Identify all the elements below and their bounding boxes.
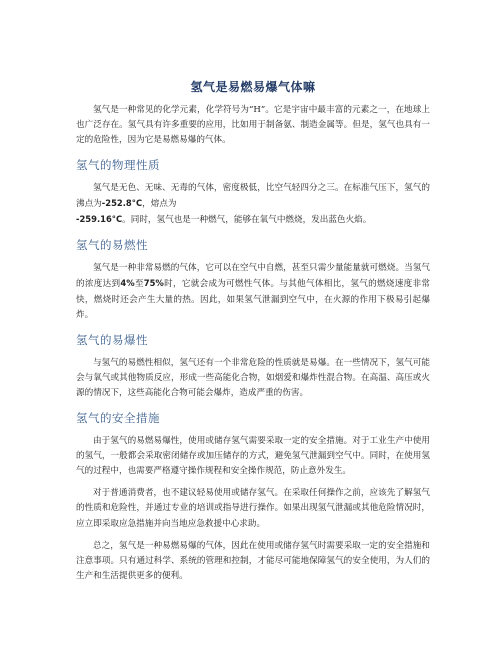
section-heading-safety-measures: 氢气的安全措施 <box>76 410 160 425</box>
paragraph-text: ，熔点为 <box>142 198 177 209</box>
paragraph-text: 氢气是无色、无味、无毒的气体，密度极低，比空气轻四分之三。在标准气压下，氢气的沸点为 <box>76 182 430 209</box>
boiling-point-value: -252.8°C <box>101 197 143 208</box>
section-heading-physical-properties: 氢气的物理性质 <box>76 157 160 172</box>
upper-limit-value: 75% <box>143 278 164 289</box>
section-heading-flammability: 氢气的易燃性 <box>76 238 148 253</box>
intro-paragraph: 氢气是一种常见的化学元素，化学符号为“H”。它是宇宙中最丰富的元素之一，在地球上也广泛存在。氢气具有许多重要的应用，比如用于制备氨、制造金属等。但是，氢气也具有一定的危险性，因为它是易燃易爆的气体。 <box>76 105 430 146</box>
explosiveness-paragraph: 与氢气的易燃性相似，氢气还有一个非常危险的性质就是易爆。在一些情况下，氢气可能会与氧气或其他物质反应，形成一些高能化合物，如烟爱和爆炸性混合物。在高温、高压或火源的情况下，这些高能化合物可能会爆炸，造成严重的伤害。 <box>76 358 430 399</box>
paragraph-text: 时，它就会成为可燃性气体。与其他气体相比，氢气的燃烧速度非常快，燃烧时还会产生大量的热。因此，如果氢气泄漏到空气中，在火源的作用下极易引起爆炸。 <box>76 279 430 320</box>
safety-industrial-paragraph: 由于氢气的易燃易爆性，使用或储存氢气需要采取一定的安全措施。对于工业生产中使用的氢气，一般都会采取密闭储存或加压储存的方式，避免氢气泄漏到空气中。同时，在使用氢气的过程中，也需要严格遵守操作规程和安全操作规范，防止意外发生。 <box>76 435 430 477</box>
flammability-paragraph <box>76 261 430 323</box>
physical-properties-paragraph <box>76 181 430 229</box>
section-heading-explosiveness: 氢气的易爆性 <box>76 333 148 348</box>
lower-limit-value: 4% <box>120 278 135 289</box>
paragraph-text: 至 <box>134 279 144 290</box>
document-page <box>76 76 430 591</box>
safety-consumer-paragraph: 对于普通消费者，也不建议轻易使用或储存氢气。在采取任何操作之前，应该先了解氢气的性质和危险性，并通过专业的培训或指导进行操作。如果出现氢气泄漏或其他危险情况时，应立即采取应急措施并向当地应急救援中心求助。 <box>76 488 430 529</box>
melting-point-value: -259.16°C <box>76 214 123 225</box>
paragraph-text: 。同时，氢气也是一种燃气，能够在氧气中燃烧，发出蓝色火焰。 <box>122 215 372 226</box>
paragraph-text: 氢气是一种非常易燃的气体，它可以在空气中自燃，甚至只需少量能量就可燃烧。当氢气的浓度达到 <box>76 263 430 290</box>
document-title: 氢气是易燃易爆气体嘛 <box>190 80 316 94</box>
conclusion-paragraph: 总之，氢气是一种易燃易爆的气体，因此在使用或储存氢气时需要采取一定的安全措施和注意事项。只有通过科学、系统的管理和控制，才能尽可能地保障氢气的安全使用，为人们的生产和生活提供更多的便利。 <box>76 540 430 582</box>
